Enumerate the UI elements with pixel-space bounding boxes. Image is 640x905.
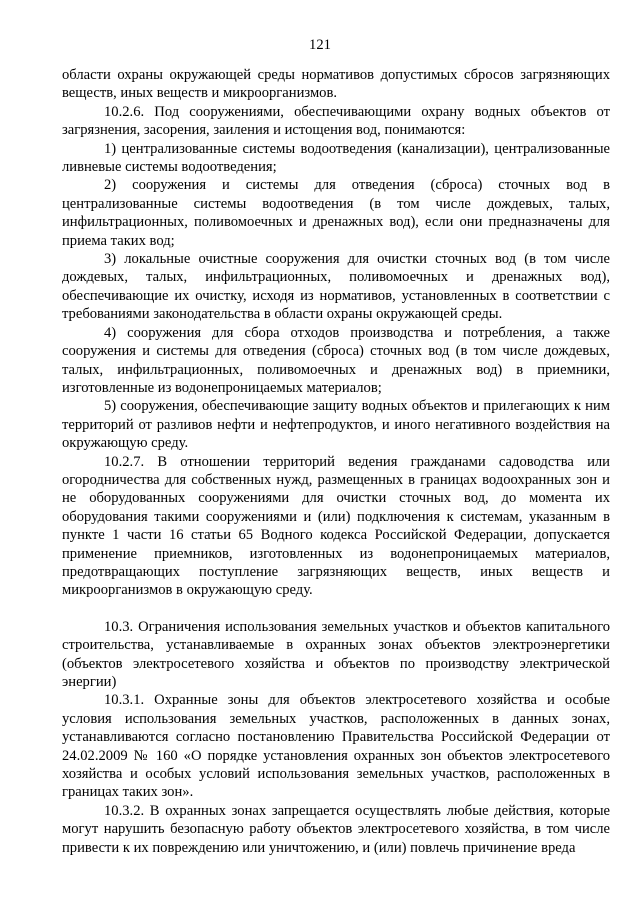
- list-item-2: 2) сооружения и системы для отведения (сброса) сточных вод в централизованные системы водоотведения (в том числе дождевых, талых, инфильтрационных, поливомоечных и дренажных вод), если они предназначены для приема таких вод;: [62, 177, 610, 249]
- section-heading-10-3: 10.3. Ограничения использования земельных участков и объектов капитального строительства, устанавливаемые в охранных зонах объектов электроэнергетики (объектов электросетевого хозяйства и объектов по производству электрической энергии): [62, 618, 610, 690]
- list-item-3: 3) локальные очистные сооружения для очистки сточных вод (в том числе дождевых, талых, инфильтрационных, поливомоечных и дренажных вод), обеспечивающие их очистку, исходя из нормативов, установленных в соответствии с требованиями законодательства в области охраны окружающей среды.: [62, 251, 610, 323]
- paragraph-10-2-6: 10.2.6. Под сооружениями, обеспечивающими охрану водных объектов от загрязнения, засорения, заиления и истощения вод, понимаются:: [62, 103, 610, 139]
- document-body: [62, 66, 610, 857]
- list-item-5: 5) сооружения, обеспечивающие защиту водных объектов и прилегающих к ним территорий от разливов нефти и нефтепродуктов, и иного негативного воздействия на окружающую среду.: [62, 398, 610, 452]
- paragraph-10-3-2: 10.3.2. В охранных зонах запрещается осуществлять любые действия, которые могут нарушить безопасную работу объектов электросетевого хозяйства, в том числе привести к их повреждению или уничтожению, и (или) повлечь причинение вреда: [62, 802, 610, 856]
- list-item-1: 1) централизованные системы водоотведения (канализации), централизованные ливневые системы водоотведения;: [62, 140, 610, 176]
- page-number: 121: [309, 37, 331, 53]
- section-spacer: [62, 600, 610, 618]
- paragraph-10-2-7: 10.2.7. В отношении территорий ведения гражданами садоводства или огородничества для собственных нужд, размещенных в границах водоохранных зон и не оборудованных сооружениями для очистки сточных вод, до момента их оборудования такими сооружениями и (или) подключения к системам, указанным в пункте 1 части 16 статьи 65 Водного кодекса Российской Федерации, допускается применение приемников, изготовленных из водонепроницаемых материалов, предотвращающих поступление загрязняющих веществ, иных веществ и микроорганизмов в окружающую среду.: [62, 453, 610, 599]
- list-item-4: 4) сооружения для сбора отходов производства и потребления, а также сооружения и системы для отведения (сброса) сточных вод (в том числе дождевых, талых, инфильтрационных, поливомоечных и дренажных вод) в приемники, изготовленные из водонепроницаемых материалов;: [62, 324, 610, 396]
- paragraph-10-3-1: 10.3.1. Охранные зоны для объектов электросетевого хозяйства и особые условия использования земельных участков, расположенных в данных зонах, устанавливаются согласно постановлению Правительства Российской Федерации от 24.02.2009 № 160 «О порядке установления охранных зон объектов электросетевого хозяйства и особых условий использования земельных участков, расположенных в границах таких зон».: [62, 692, 610, 801]
- paragraph-continuation: области охраны окружающей среды нормативов допустимых сбросов загрязняющих веществ, иных веществ и микроорганизмов.: [62, 67, 610, 102]
